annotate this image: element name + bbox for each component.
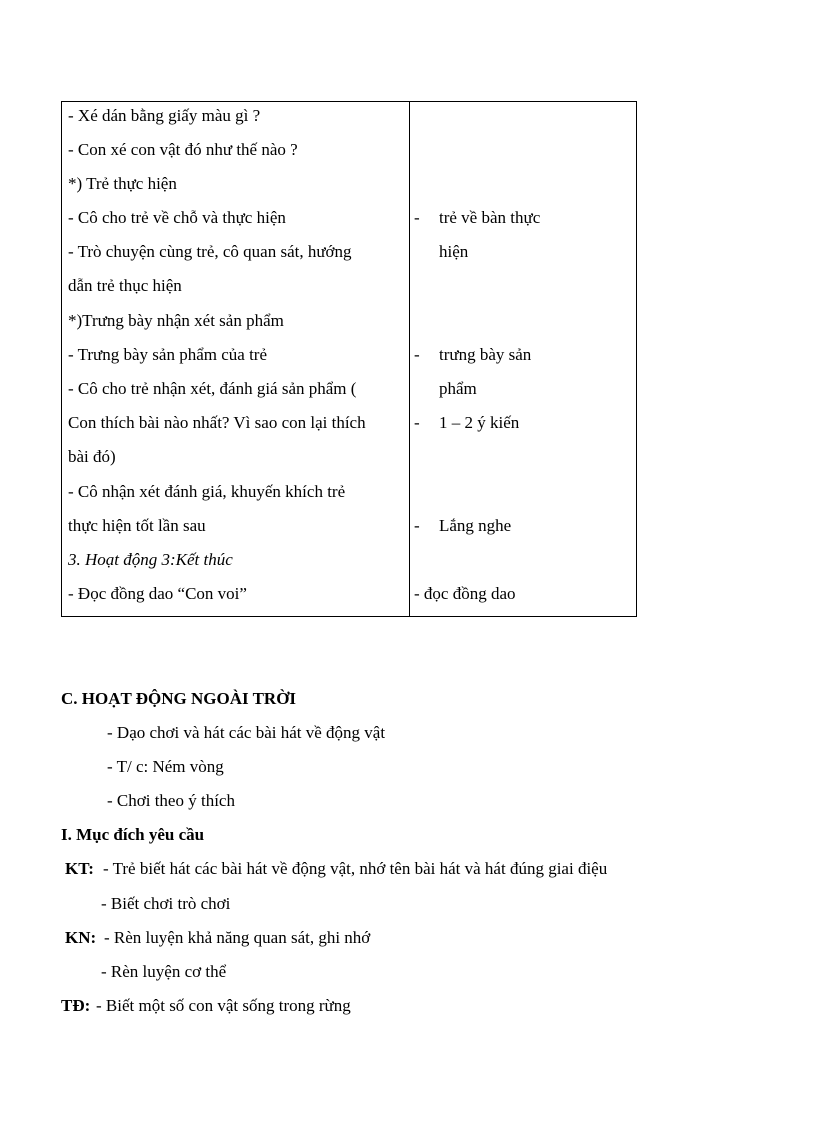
table-line: - Con xé con vật đó như thế nào ? [68,140,298,159]
kt-line: - Biết chơi trò chơi [101,894,231,913]
table-line: 3. Hoạt động 3:Kết thúc [68,550,233,569]
table-line: *) Trẻ thực hiện [68,174,177,193]
list-dash: - [414,516,420,535]
list-item: - Dạo chơi và hát các bài hát về động vật [107,723,386,742]
table-line: trưng bày sản [439,345,532,364]
kn-line: - Rèn luyện cơ thể [101,962,227,981]
activity-table [61,101,637,617]
table-line: Lắng nghe [439,516,512,535]
table-line: trẻ về bàn thực [439,208,541,227]
section-c-heading: C. HOẠT ĐỘNG NGOÀI TRỜI [61,689,297,708]
td-line: - Biết một số con vật sống trong rừng [96,996,351,1015]
table-line: bài đó) [68,447,116,466]
table-line: 1 – 2 ý kiến [439,413,520,432]
list-item: - T/ c: Ném vòng [107,757,224,776]
column-divider [409,102,410,616]
list-dash: - [414,413,420,432]
table-line: hiện [439,242,469,261]
table-line: - Trò chuyện cùng trẻ, cô quan sát, hướng [68,242,352,261]
table-line: dẫn trẻ thục hiện [68,276,182,295]
list-dash: - [414,345,420,364]
table-line: thực hiện tốt lần sau [68,516,206,535]
table-line: - Cô cho trẻ nhận xét, đánh giá sản phẩm ( [68,379,357,398]
table-line: - Xé dán bằng giấy màu gì ? [68,106,261,125]
kt-label: KT: [65,859,94,878]
table-line: phẩm [439,379,477,398]
list-item: - Chơi theo ý thích [107,791,235,810]
table-line: Con thích bài nào nhất? Vì sao con lại thích [68,413,366,432]
kt-line: - Trẻ biết hát các bài hát về động vật, nhớ tên bài hát và hát đúng giai điệu [103,859,608,878]
table-line: - Cô nhận xét đánh giá, khuyến khích trẻ [68,482,346,501]
list-dash: - [414,208,420,227]
table-line: - Đọc đồng dao “Con voi” [68,584,247,603]
kn-line: - Rèn luyện khả năng quan sát, ghi nhớ [104,928,371,947]
table-line: - Trưng bày sản phẩm của trẻ [68,345,268,364]
table-line: - đọc đồng dao [414,584,516,603]
table-line: - Cô cho trẻ về chỗ và thực hiện [68,208,286,227]
section-i-heading: I. Mục đích yêu cầu [61,825,205,844]
table-line: *)Trưng bày nhận xét sản phẩm [68,311,284,330]
td-label: TĐ: [61,996,91,1015]
kn-label: KN: [65,928,97,947]
